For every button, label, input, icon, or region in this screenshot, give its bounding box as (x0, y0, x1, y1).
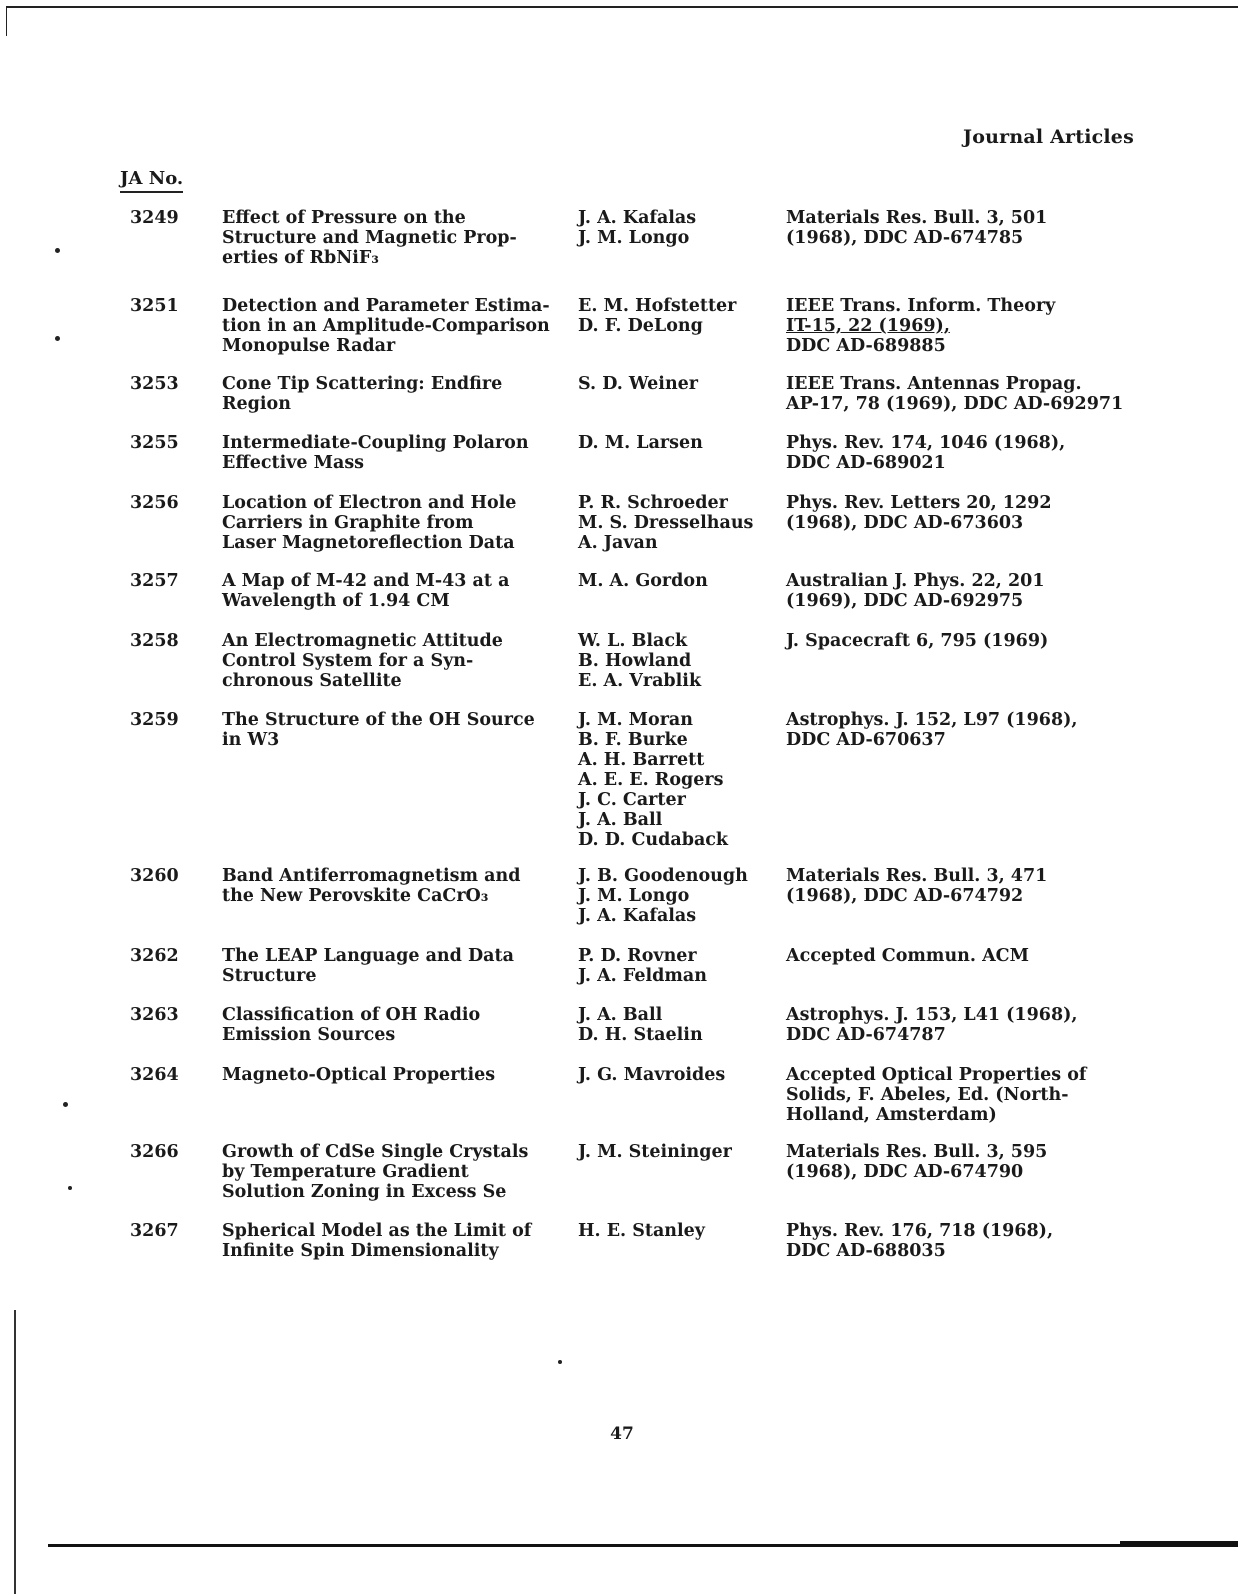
margin-mark (558, 1360, 562, 1364)
article-reference: Accepted Optical Properties of Solids, F. Abeles, Ed. (North- Holland, Amsterdam) (786, 1065, 1087, 1125)
article-authors: S. D. Weiner (578, 374, 699, 394)
article-title: The LEAP Language and Data Structure (222, 946, 514, 986)
ja-number: 3255 (130, 433, 179, 453)
ja-number: 3266 (130, 1142, 179, 1162)
article-title: Magneto-Optical Properties (222, 1065, 496, 1085)
ja-number-column-head: JA No. (120, 168, 183, 193)
article-authors: H. E. Stanley (578, 1221, 705, 1241)
article-reference: Accepted Commun. ACM (786, 946, 1029, 966)
ja-number: 3251 (130, 296, 179, 316)
article-title: Cone Tip Scattering: Endfire Region (222, 374, 503, 414)
article-authors: J. M. Moran B. F. Burke A. H. Barrett A. E. E. Rogers J. C. Carter J. A. Ball D. D. Cudaback (578, 710, 729, 850)
article-reference: Materials Res. Bull. 3, 595 (1968), DDC AD-674790 (786, 1142, 1048, 1182)
article-authors: J. A. Ball D. H. Staelin (578, 1005, 703, 1045)
margin-mark (68, 1186, 72, 1190)
article-title: The Structure of the OH Source in W3 (222, 710, 535, 750)
article-reference: Materials Res. Bull. 3, 501 (1968), DDC AD-674785 (786, 208, 1048, 248)
bottom-rule-heavy (1120, 1541, 1238, 1546)
article-authors: P. R. Schroeder M. S. Dresselhaus A. Javan (578, 493, 754, 553)
ja-number: 3257 (130, 571, 179, 591)
article-reference: Australian J. Phys. 22, 201 (1969), DDC AD-692975 (786, 571, 1045, 611)
article-title: Effect of Pressure on the Structure and Magnetic Prop- erties of RbNiF₃ (222, 208, 517, 268)
article-authors: D. M. Larsen (578, 433, 703, 453)
left-corner-rule (6, 6, 7, 36)
margin-mark (55, 336, 60, 341)
article-reference: Materials Res. Bull. 3, 471 (1968), DDC AD-674792 (786, 866, 1048, 906)
ja-number: 3260 (130, 866, 179, 886)
article-title: Location of Electron and Hole Carriers in Graphite from Laser Magnetoreflection Data (222, 493, 517, 553)
ja-number: 3256 (130, 493, 179, 513)
article-reference: J. Spacecraft 6, 795 (1969) (786, 631, 1049, 651)
article-title: Classification of OH Radio Emission Sources (222, 1005, 481, 1045)
article-reference: IEEE Trans. Inform. Theory IT-15, 22 (1969), DDC AD-689885 (786, 296, 1056, 356)
ja-number: 3259 (130, 710, 179, 730)
bottom-rule (48, 1544, 1238, 1547)
article-title: A Map of M-42 and M-43 at a Wavelength of 1.94 CM (222, 571, 510, 611)
ja-number: 3249 (130, 208, 179, 228)
article-title: Spherical Model as the Limit of Infinite Spin Dimensionality (222, 1221, 532, 1261)
page-number: 47 (610, 1424, 634, 1444)
article-reference: Phys. Rev. 176, 718 (1968), DDC AD-688035 (786, 1221, 1054, 1261)
article-title: Band Antiferromagnetism and the New Perovskite CaCrO₃ (222, 866, 521, 906)
ja-number: 3264 (130, 1065, 179, 1085)
ja-number: 3263 (130, 1005, 179, 1025)
article-reference: Astrophys. J. 153, L41 (1968), DDC AD-674787 (786, 1005, 1078, 1045)
article-authors: J. B. Goodenough J. M. Longo J. A. Kafalas (578, 866, 748, 926)
article-authors: E. M. Hofstetter D. F. DeLong (578, 296, 737, 336)
article-authors: M. A. Gordon (578, 571, 708, 591)
ja-number: 3253 (130, 374, 179, 394)
left-margin-line (14, 1310, 16, 1594)
article-title: Detection and Parameter Estima- tion in an Amplitude-Comparison Monopulse Radar (222, 296, 550, 356)
top-rule (6, 6, 1238, 8)
article-authors: P. D. Rovner J. A. Feldman (578, 946, 707, 986)
article-reference: Phys. Rev. Letters 20, 1292 (1968), DDC AD-673603 (786, 493, 1052, 533)
article-authors: J. A. Kafalas J. M. Longo (578, 208, 697, 248)
margin-mark (55, 248, 60, 253)
margin-mark (63, 1102, 68, 1107)
article-reference: Phys. Rev. 174, 1046 (1968), DDC AD-689021 (786, 433, 1066, 473)
article-authors: J. M. Steininger (578, 1142, 732, 1162)
ja-number: 3267 (130, 1221, 179, 1241)
section-title: Journal Articles (963, 126, 1134, 148)
article-title: Growth of CdSe Single Crystals by Temperature Gradient Solution Zoning in Excess Se (222, 1142, 529, 1202)
ja-number: 3262 (130, 946, 179, 966)
article-title: Intermediate-Coupling Polaron Effective Mass (222, 433, 529, 473)
article-reference: Astrophys. J. 152, L97 (1968), DDC AD-670637 (786, 710, 1078, 750)
article-reference: IEEE Trans. Antennas Propag. AP-17, 78 (1969), DDC AD-692971 (786, 374, 1124, 414)
article-title: An Electromagnetic Attitude Control System for a Syn- chronous Satellite (222, 631, 503, 691)
article-authors: J. G. Mavroides (578, 1065, 726, 1085)
article-authors: W. L. Black B. Howland E. A. Vrablik (578, 631, 702, 691)
ja-number: 3258 (130, 631, 179, 651)
